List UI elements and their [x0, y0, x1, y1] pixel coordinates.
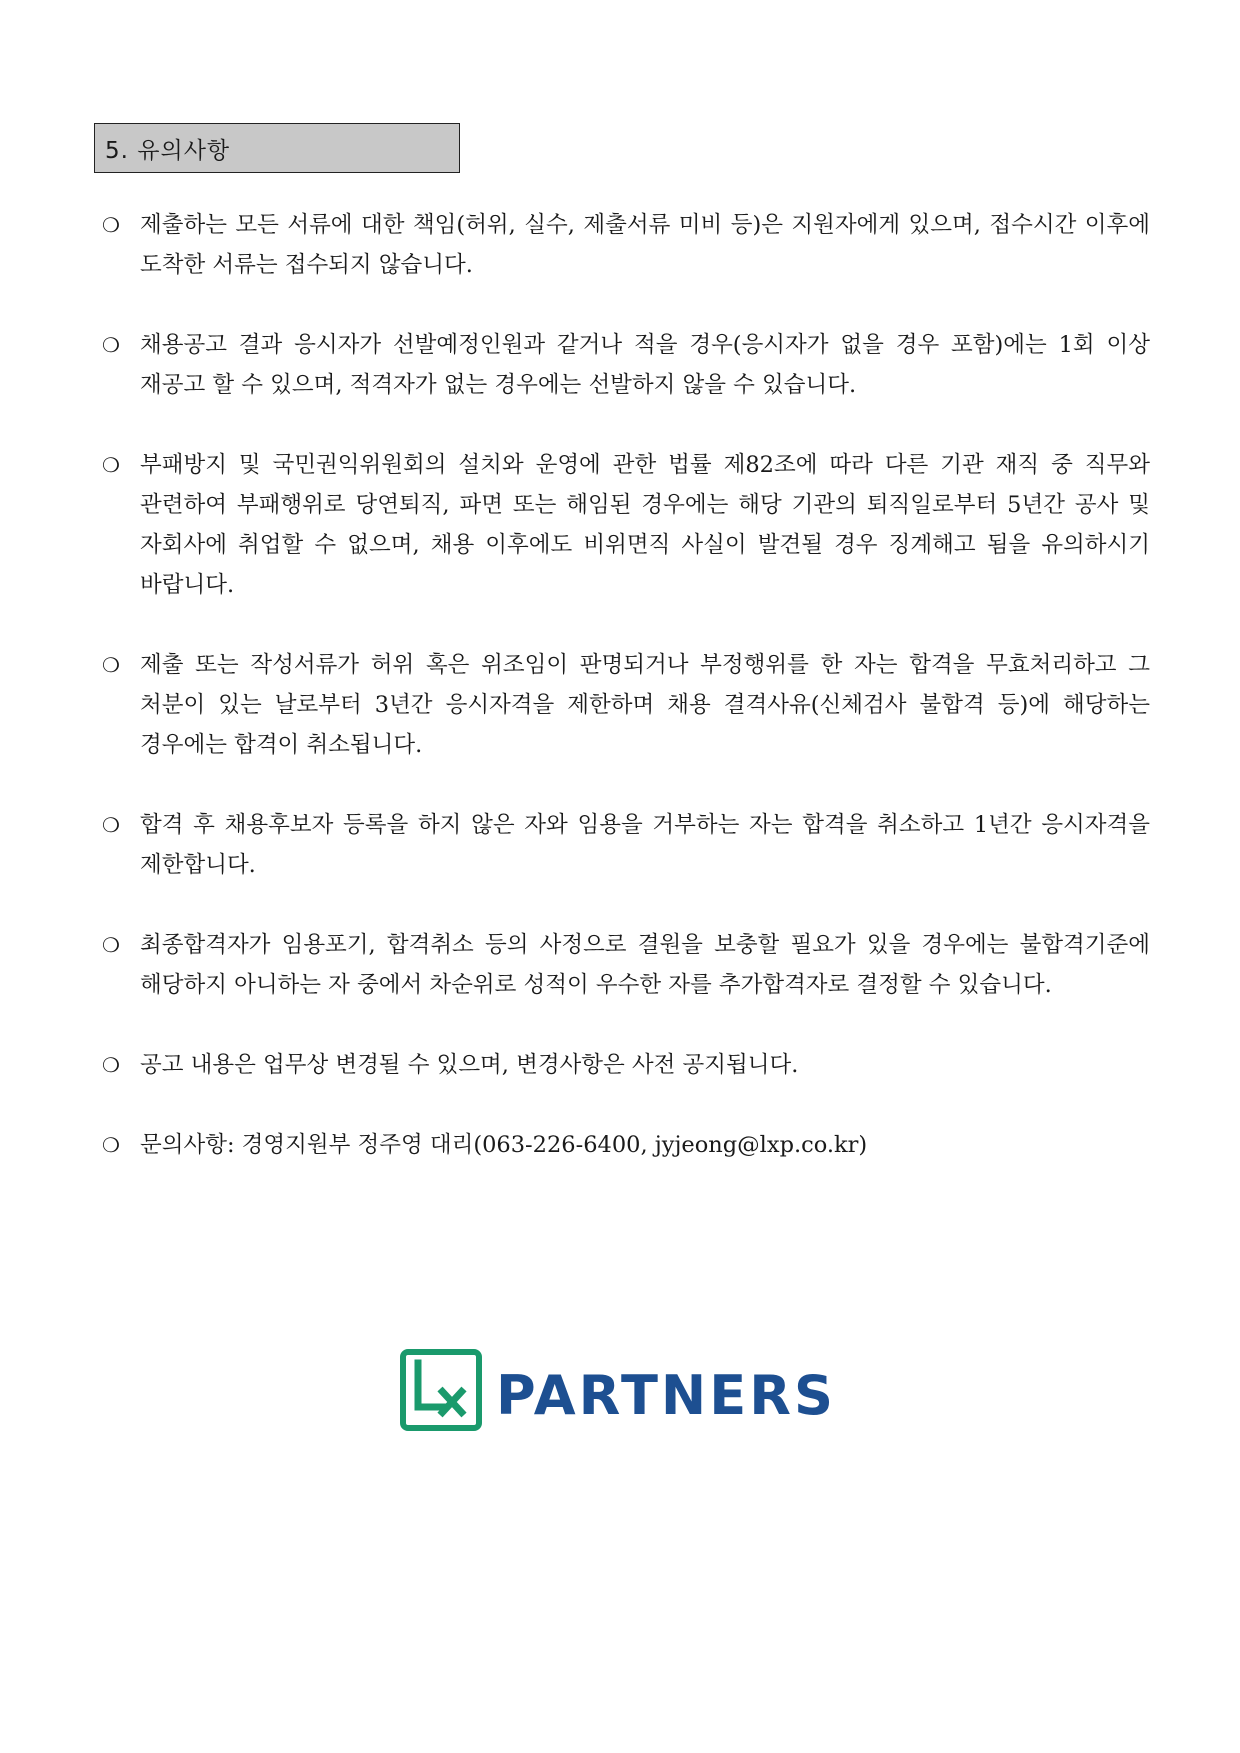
- notice-text: 제출하는 모든 서류에 대한 책임(허위, 실수, 제출서류 미비 등)은 지원자에게 있으며, 접수시간 이후에 도착한 서류는 접수되지 않습니다.: [140, 212, 1150, 278]
- notice-item: [100, 445, 1150, 605]
- section-title-box: [94, 123, 460, 173]
- circle-bullet-icon: ❍: [102, 333, 120, 357]
- notice-item-contact: [100, 1125, 1150, 1165]
- circle-bullet-icon: ❍: [102, 1053, 120, 1077]
- notice-text: 공고 내용은 업무상 변경될 수 있으며, 변경사항은 사전 공지됩니다.: [140, 1052, 799, 1078]
- notice-item: [100, 645, 1150, 765]
- circle-bullet-icon: ❍: [102, 1133, 120, 1157]
- notice-text: 채용공고 결과 응시자가 선발예정인원과 같거나 적을 경우(응시자가 없을 경우 포함)에는 1회 이상 재공고 할 수 있으며, 적격자가 없는 경우에는 선발하지 않을 수 있습니다.: [140, 332, 1150, 398]
- notice-list: [100, 205, 1150, 1205]
- lx-mark-icon: [403, 1352, 479, 1428]
- circle-bullet-icon: ❍: [102, 453, 120, 477]
- notice-item: [100, 805, 1150, 885]
- circle-bullet-icon: ❍: [102, 813, 120, 837]
- partners-wordmark: PARTNERS: [496, 1364, 836, 1427]
- circle-bullet-icon: ❍: [102, 213, 120, 237]
- circle-bullet-icon: ❍: [102, 653, 120, 677]
- notice-item: [100, 925, 1150, 1005]
- notice-text: 문의사항: 경영지원부 정주영 대리(063-226-6400, jyjeong@lxp.co.kr): [140, 1132, 868, 1158]
- notice-text: 부패방지 및 국민권익위원회의 설치와 운영에 관한 법률 제82조에 따라 다른 기관 재직 중 직무와 관련하여 부패행위로 당연퇴직, 파면 또는 해임된 경우에는 해당 기관의 퇴직일로부터 5년간 공사 및 자회사에 취업할 수 없으며, 채용 이후에도 비위면직 사실이 발견될 경우 징계해고 됨을 유의하시기 바랍니다.: [140, 452, 1150, 598]
- section-title: 5. 유의사항: [105, 137, 231, 164]
- circle-bullet-icon: ❍: [102, 933, 120, 957]
- notice-item: [100, 1045, 1150, 1085]
- lx-partners-logo: [400, 1349, 840, 1433]
- notice-text: 제출 또는 작성서류가 허위 혹은 위조임이 판명되거나 부정행위를 한 자는 합격을 무효처리하고 그 처분이 있는 날로부터 3년간 응시자격을 제한하며 채용 결격사유(신체검사 불합격 등)에 해당하는 경우에는 합격이 취소됩니다.: [140, 652, 1150, 758]
- notice-item: [100, 325, 1150, 405]
- notice-item: [100, 205, 1150, 285]
- notice-text: 합격 후 채용후보자 등록을 하지 않은 자와 임용을 거부하는 자는 합격을 취소하고 1년간 응시자격을 제한합니다.: [140, 812, 1150, 878]
- notice-text: 최종합격자가 임용포기, 합격취소 등의 사정으로 결원을 보충할 필요가 있을 경우에는 불합격기준에 해당하지 아니하는 자 중에서 차순위로 성적이 우수한 자를 추가합격자로 결정할 수 있습니다.: [140, 932, 1150, 998]
